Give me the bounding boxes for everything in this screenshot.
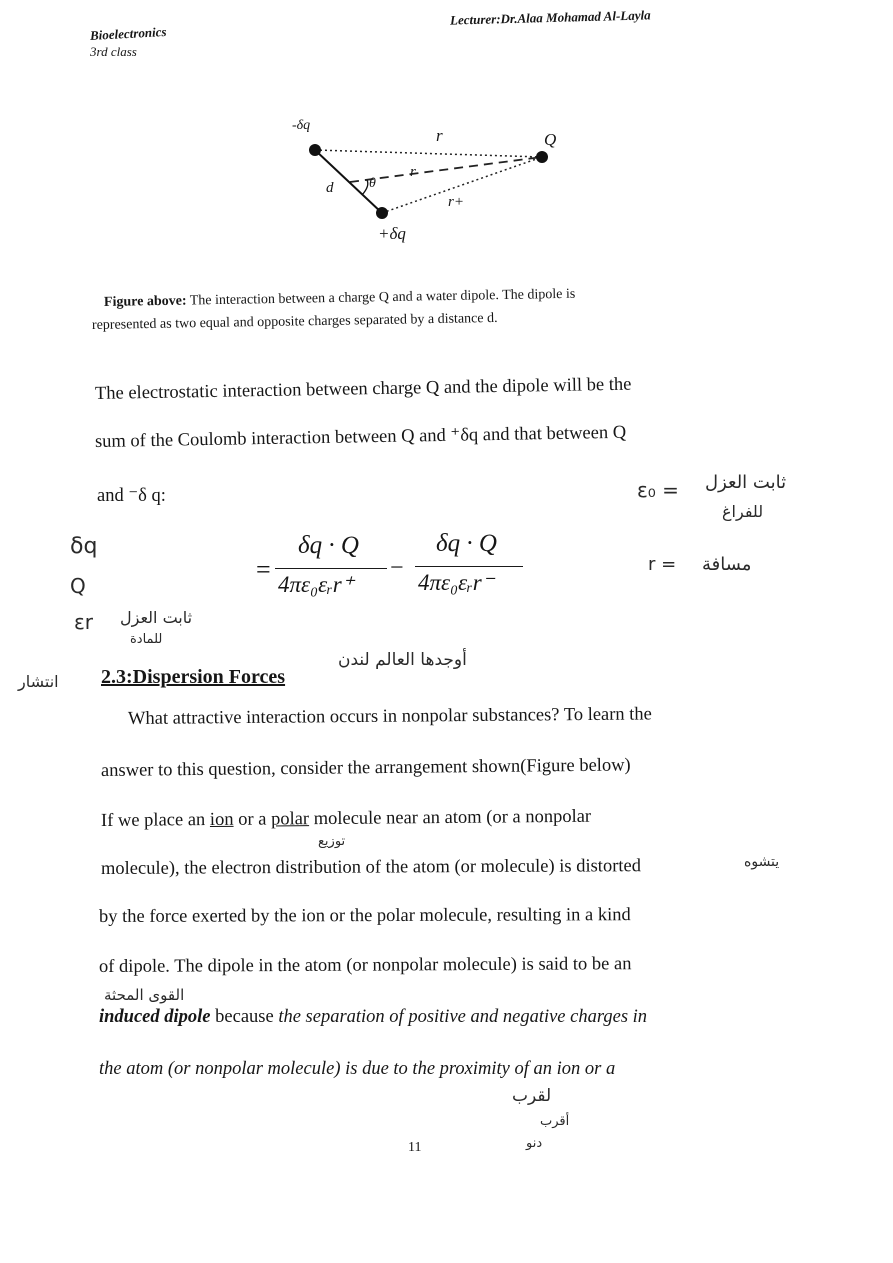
annot-induced-arabic: القوى المحثة [104, 986, 185, 1004]
annot-q: Q [70, 574, 86, 598]
body-line-5: by the force exerted by the ion or the polar molecule, resulting in a kind [98, 905, 631, 927]
figure-caption-line2: represented as two equal and opposite charges separated by a distance d. [91, 310, 498, 333]
neg-charge-label: -δq [292, 118, 311, 133]
annot-er-arabic-1: ثابت العزل [120, 608, 193, 627]
annot-er-symbol: εr [74, 610, 94, 634]
annot-eps0-symbol: ε₀ = [637, 478, 679, 502]
equation-minus: − [390, 555, 404, 581]
dipole-diagram [270, 110, 590, 250]
body-line-3-a: If we place an [100, 810, 210, 831]
page-number: 11 [408, 1140, 422, 1155]
r-plus-label: r+ [448, 194, 464, 210]
r-center-line [350, 157, 542, 182]
intro-line-3: and ⁻δ q: [97, 486, 166, 506]
theta-arc [362, 180, 368, 195]
annot-eps0-arabic-2: للفراغ [722, 502, 764, 521]
annot-distorted-arabic: يتشوه [744, 854, 780, 870]
figure-caption-line1 [104, 287, 576, 311]
body-line-6: of dipole. The dipole in the atom (or nonpolar molecule) is said to be an [98, 954, 632, 977]
body-line-3-c: molecule near an atom (or a [308, 807, 526, 830]
term-ion: ion [209, 809, 234, 831]
r-minus-label: r [436, 126, 443, 145]
annot-section-arabic-left: انتشار [18, 672, 59, 691]
course-title: Bioelectronics [89, 24, 167, 43]
equation-den2: 4πε₀εᵣr⁻ [418, 570, 494, 595]
body-line-3 [101, 808, 591, 831]
theta-label: θ [369, 176, 376, 191]
r-minus-line [315, 150, 542, 157]
body-line-4: molecule), the electron distribution of the atom (or molecule) is distorted [100, 856, 641, 879]
charge-q-label: Q [544, 130, 557, 149]
annot-polar-arabic: توزيع [318, 834, 346, 849]
equation-equals: = [256, 555, 271, 584]
body-line-7-a: because [210, 1007, 279, 1027]
fraction-bar-2 [415, 566, 523, 567]
annot-sq: δq [70, 534, 98, 559]
r-center-label: r [410, 164, 416, 180]
body-line-7-italic: the separation of positive and negative charges in [278, 1007, 648, 1027]
body-line-7 [99, 1008, 647, 1027]
section-title [101, 666, 285, 689]
equation-den1: 4πε₀εᵣr⁺ [278, 572, 354, 597]
charge-q-dot [536, 151, 548, 163]
term-induced-dipole: induced dipole [99, 1007, 211, 1027]
section-title-text: 2.3:Dispersion Forces [101, 666, 286, 688]
body-line-8: the atom (or nonpolar molecule) is due to the proximity of an ion or a [99, 1059, 616, 1079]
annot-proximity-arabic-3: دنو [526, 1136, 543, 1151]
annot-proximity-arabic-1: لقرب [512, 1086, 552, 1106]
intro-line-1: The electrostatic interaction between charge Q and the dipole will be the [94, 374, 632, 404]
annot-r-symbol: r = [648, 554, 677, 575]
intro-line-2: sum of the Coulomb interaction between Q and ⁺δq and that between Q [94, 422, 627, 452]
term-polar: polar [270, 809, 310, 830]
pos-charge-dot [376, 207, 388, 219]
class-level: 3rd class [90, 44, 137, 59]
caption-text: The interaction between a charge Q and a water dipole. The dipole is [186, 286, 576, 309]
d-label: d [326, 180, 334, 196]
annot-eps0-arabic-1: ثابت العزل [705, 472, 787, 493]
annot-r-arabic: مسافة [702, 554, 752, 575]
lecturer-name: Lecturer:Dr.Alaa Mohamad Al-Layla [449, 7, 651, 28]
equation-num1: δq · Q [298, 532, 359, 559]
annot-er-arabic-2: للمادة [130, 632, 163, 647]
pos-charge-label: +δq [378, 224, 406, 243]
annot-proximity-arabic-2: أقرب [540, 1114, 570, 1129]
annot-section-arabic-right: أوجدها العالم لندن [338, 650, 467, 670]
dipole-figure [270, 110, 590, 250]
caption-bold: Figure above: [103, 293, 187, 310]
neg-charge-dot [309, 144, 321, 156]
fraction-bar-1 [275, 568, 387, 569]
body-line-2: answer to this question, consider the arrangement shown(Figure below) [100, 755, 631, 781]
body-line-1: What attractive interaction occurs in nonpolar substances? To learn the [127, 704, 652, 729]
term-nonpolar: nonpolar [525, 806, 592, 828]
body-line-3-b: or a [233, 809, 272, 830]
equation-num2: δq · Q [436, 530, 497, 557]
